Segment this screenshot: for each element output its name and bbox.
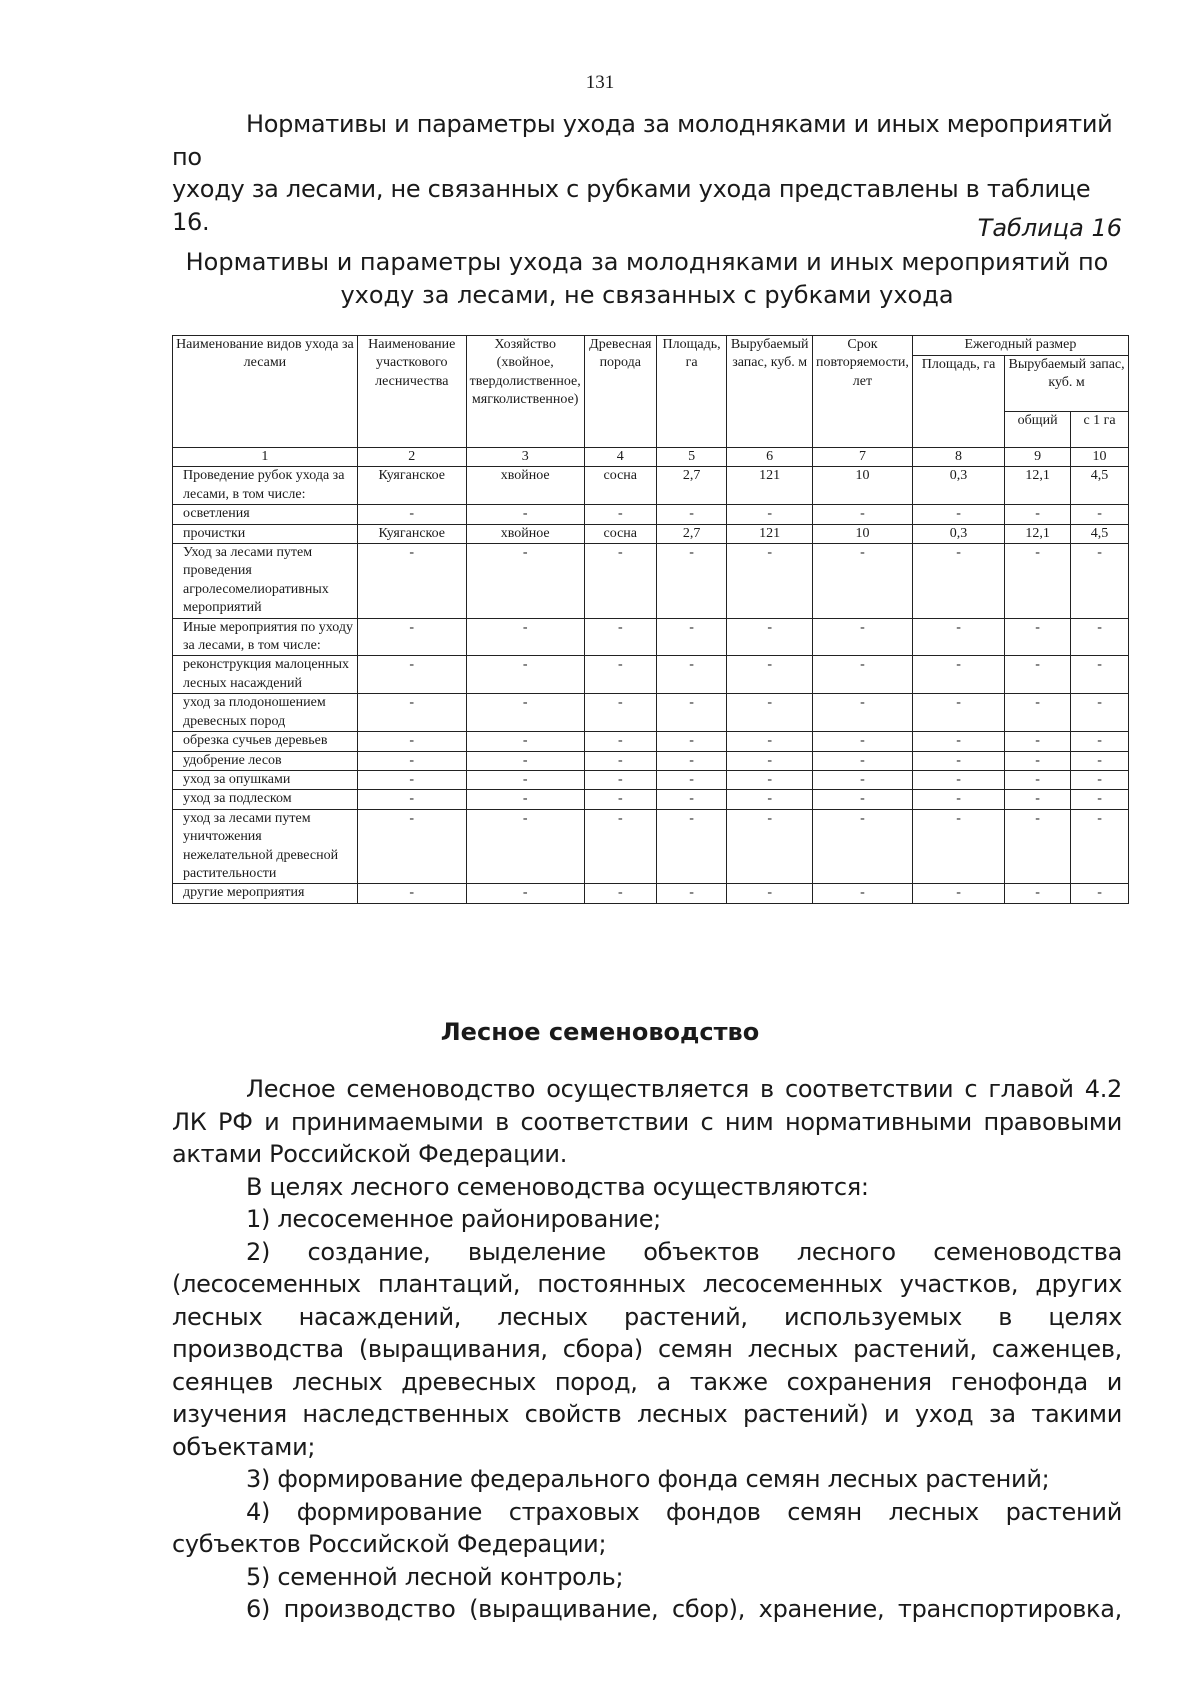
row-name: обрезка сучьев деревьев: [173, 732, 358, 751]
table-cell: -: [727, 884, 813, 903]
table-title-line-2: уходу за лесами, не связанных с рубками ухода: [340, 280, 954, 309]
list-item-3: 3) формирование федерального фонда семян лесных растений;: [246, 1465, 1050, 1493]
header-stock-per-ha: с 1 га: [1071, 412, 1129, 448]
list-item-4: 4) формирование страховых фондов семян лесных растений субъектов Российской Федерации;: [172, 1497, 1122, 1558]
paragraph-2: В целях лесного семеноводства осуществляются:: [246, 1172, 869, 1201]
table-cell: -: [813, 694, 913, 732]
table-cell: -: [1071, 770, 1129, 789]
table-cell: -: [656, 544, 726, 619]
table-cell: -: [656, 790, 726, 809]
row-name: уход за подлеском: [173, 790, 358, 809]
table-cell: -: [813, 790, 913, 809]
table-cell: -: [466, 770, 584, 789]
table-row: [173, 656, 1129, 694]
table-row: [173, 618, 1129, 656]
table-row: [173, 884, 1129, 903]
paragraph-1: Лесное семеноводство осуществляется в соответствии с главой 4.2 ЛК РФ и принимаемыми в соответствии с ним нормативными правовыми актами Российской Федерации.: [172, 1075, 1122, 1168]
table-cell: 10: [813, 524, 913, 543]
header-economy: Хозяйство (хвойное, твердолиственное, мягколиственное): [466, 336, 584, 448]
table-cell: -: [584, 732, 656, 751]
table-cell: -: [656, 751, 726, 770]
table-title: [172, 246, 1122, 311]
header-stock: Вырубаемый запас, куб. м: [727, 336, 813, 448]
table-cell: -: [357, 544, 466, 619]
table-cell: -: [813, 732, 913, 751]
table-cell: -: [727, 751, 813, 770]
row-name: Уход за лесами путем проведения агролесомелиоративных мероприятий: [173, 544, 358, 619]
table-cell: -: [727, 656, 813, 694]
header-name-types: Наименование видов ухода за лесами: [173, 336, 358, 448]
table-cell: -: [656, 884, 726, 903]
table-cell: -: [656, 809, 726, 884]
table-cell: -: [656, 656, 726, 694]
table-cell: -: [466, 618, 584, 656]
table-cell: -: [1005, 505, 1071, 524]
table-cell: 121: [727, 467, 813, 505]
table-cell: -: [584, 809, 656, 884]
table-cell: -: [357, 656, 466, 694]
table-cell: -: [1071, 694, 1129, 732]
table-cell: -: [1071, 618, 1129, 656]
table-cell: -: [584, 544, 656, 619]
table-cell: -: [912, 809, 1004, 884]
table-cell: -: [1005, 884, 1071, 903]
table-cell: -: [466, 751, 584, 770]
table-cell: -: [584, 618, 656, 656]
column-number: 6: [727, 448, 813, 467]
table-row: [173, 524, 1129, 543]
table-cell: 12,1: [1005, 467, 1071, 505]
column-number: 2: [357, 448, 466, 467]
table-row: [173, 467, 1129, 505]
table-cell: 121: [727, 524, 813, 543]
column-number: 7: [813, 448, 913, 467]
table-cell: -: [727, 790, 813, 809]
table-cell: -: [466, 884, 584, 903]
table-cell: -: [912, 544, 1004, 619]
table-cell: -: [656, 505, 726, 524]
table-cell: -: [357, 751, 466, 770]
table-cell: 2,7: [656, 524, 726, 543]
table-cell: -: [813, 770, 913, 789]
table-cell: -: [1005, 751, 1071, 770]
table-cell: -: [466, 505, 584, 524]
table-cell: -: [813, 505, 913, 524]
header-repeat-period: Срок повторяемости, лет: [813, 336, 913, 448]
row-name: уход за плодоношением древесных пород: [173, 694, 358, 732]
column-number: 8: [912, 448, 1004, 467]
table-cell: 4,5: [1071, 467, 1129, 505]
table-cell: -: [1005, 732, 1071, 751]
row-name: Проведение рубок ухода за лесами, в том числе:: [173, 467, 358, 505]
column-numbers-row: [173, 448, 1129, 467]
table-cell: хвойное: [466, 467, 584, 505]
header-stock-total: общий: [1005, 412, 1071, 448]
column-number: 1: [173, 448, 358, 467]
forest-care-table: [172, 335, 1129, 904]
table-cell: -: [727, 694, 813, 732]
intro-line-1: Нормативы и параметры ухода за молодняками и иных мероприятий по: [172, 110, 1113, 171]
table-cell: -: [357, 770, 466, 789]
row-name: уход за лесами путем уничтожения нежелательной древесной растительности: [173, 809, 358, 884]
table-cell: -: [357, 884, 466, 903]
table-cell: -: [584, 751, 656, 770]
table-row: [173, 809, 1129, 884]
column-number: 5: [656, 448, 726, 467]
header-area: Площадь, га: [656, 336, 726, 448]
table-row: [173, 694, 1129, 732]
table-row: [173, 732, 1129, 751]
table-cell: -: [727, 732, 813, 751]
table-cell: -: [656, 732, 726, 751]
table-cell: -: [813, 884, 913, 903]
list-item-1: 1) лесосеменное районирование;: [246, 1205, 661, 1233]
row-name: удобрение лесов: [173, 751, 358, 770]
row-name: прочистки: [173, 524, 358, 543]
table-cell: -: [727, 770, 813, 789]
table-label: Таблица 16: [977, 214, 1122, 242]
table-cell: -: [1071, 790, 1129, 809]
list-item-2: 2) создание, выделение объектов лесного семеноводства (лесосеменных плантаций, постоянных лесосеменных участков, других лесных насаждений, лесных растений, используемых в целях производства (выращивания, сбора) семян лесных растений, саженцев, сеянцев лесных древесных пород, а также сохранения генофонда и изучения наследственных свойств лесных растений) и уход за такими объектами;: [172, 1237, 1122, 1461]
column-number: 3: [466, 448, 584, 467]
table-cell: -: [357, 809, 466, 884]
table-cell: -: [466, 656, 584, 694]
table-cell: -: [813, 544, 913, 619]
row-name: осветления: [173, 505, 358, 524]
table-cell: -: [1005, 770, 1071, 789]
table-cell: -: [1005, 544, 1071, 619]
table-cell: -: [1071, 809, 1129, 884]
table-cell: -: [912, 505, 1004, 524]
table-row: [173, 790, 1129, 809]
table-cell: 2,7: [656, 467, 726, 505]
table-cell: 0,3: [912, 467, 1004, 505]
table-cell: -: [1071, 884, 1129, 903]
intro-line-2: уходу за лесами, не связанных с рубками ухода представлены в таблице 16.: [172, 175, 1091, 236]
column-number: 4: [584, 448, 656, 467]
table-cell: -: [357, 505, 466, 524]
header-annual-stock: Вырубаемый запас, куб. м: [1005, 356, 1129, 412]
table-cell: -: [727, 544, 813, 619]
header-annual-size: Ежегодный размер: [912, 336, 1128, 356]
table-cell: -: [466, 790, 584, 809]
header-annual-area: Площадь, га: [912, 356, 1004, 448]
table-cell: -: [584, 656, 656, 694]
body-text: [172, 1073, 1122, 1626]
table-cell: -: [727, 618, 813, 656]
table-cell: -: [584, 884, 656, 903]
table-cell: Куяганское: [357, 467, 466, 505]
table-cell: -: [912, 732, 1004, 751]
table-cell: -: [727, 505, 813, 524]
table-row: [173, 751, 1129, 770]
table-cell: -: [912, 656, 1004, 694]
column-number: 10: [1071, 448, 1129, 467]
section-title: Лесное семеноводство: [440, 1018, 760, 1046]
table-cell: -: [466, 694, 584, 732]
table-cell: -: [813, 809, 913, 884]
table-cell: -: [912, 618, 1004, 656]
table-cell: -: [813, 751, 913, 770]
table-cell: 10: [813, 467, 913, 505]
table-cell: -: [656, 770, 726, 789]
list-item-6: 6) производство (выращивание, сбор), хранение, транспортировка,: [246, 1595, 1122, 1623]
column-number: 9: [1005, 448, 1071, 467]
table-cell: -: [912, 694, 1004, 732]
table-cell: -: [466, 809, 584, 884]
table-cell: -: [466, 732, 584, 751]
table-cell: 0,3: [912, 524, 1004, 543]
table-row: [173, 505, 1129, 524]
table-cell: -: [1071, 732, 1129, 751]
header-species: Древесная порода: [584, 336, 656, 448]
table-cell: -: [1071, 751, 1129, 770]
table-cell: -: [813, 618, 913, 656]
table-cell: -: [1005, 790, 1071, 809]
table-cell: -: [656, 618, 726, 656]
list-item-5: 5) семенной лесной контроль;: [246, 1562, 624, 1591]
table-cell: -: [656, 694, 726, 732]
page-number: 131: [585, 72, 615, 93]
table-row: [173, 544, 1129, 619]
table-row: [173, 770, 1129, 789]
table-cell: Куяганское: [357, 524, 466, 543]
table-cell: 12,1: [1005, 524, 1071, 543]
table-cell: -: [357, 618, 466, 656]
table-cell: -: [912, 770, 1004, 789]
table-title-line-1: Нормативы и параметры ухода за молодняками и иных мероприятий по: [185, 248, 1109, 276]
table-cell: -: [357, 694, 466, 732]
table-cell: -: [912, 751, 1004, 770]
table-cell: -: [1071, 544, 1129, 619]
table-cell: -: [1005, 656, 1071, 694]
table-cell: -: [584, 790, 656, 809]
table-cell: -: [1071, 505, 1129, 524]
table-cell: -: [727, 809, 813, 884]
table-cell: -: [584, 694, 656, 732]
table-cell: -: [1005, 618, 1071, 656]
table-cell: -: [584, 770, 656, 789]
table-cell: -: [357, 732, 466, 751]
row-name: реконструкция малоценных лесных насаждений: [173, 656, 358, 694]
row-name: уход за опушками: [173, 770, 358, 789]
table-cell: -: [912, 884, 1004, 903]
table-cell: сосна: [584, 524, 656, 543]
table-cell: -: [1071, 656, 1129, 694]
table-cell: -: [466, 544, 584, 619]
table-cell: -: [912, 790, 1004, 809]
table-cell: -: [357, 790, 466, 809]
table-cell: -: [813, 656, 913, 694]
table-cell: -: [584, 505, 656, 524]
table-cell: -: [1005, 694, 1071, 732]
row-name: Иные мероприятия по уходу за лесами, в том числе:: [173, 618, 358, 656]
table-cell: 4,5: [1071, 524, 1129, 543]
table-cell: хвойное: [466, 524, 584, 543]
row-name: другие мероприятия: [173, 884, 358, 903]
table-cell: сосна: [584, 467, 656, 505]
table-cell: -: [1005, 809, 1071, 884]
header-forestry: Наименование участкового лесничества: [357, 336, 466, 448]
